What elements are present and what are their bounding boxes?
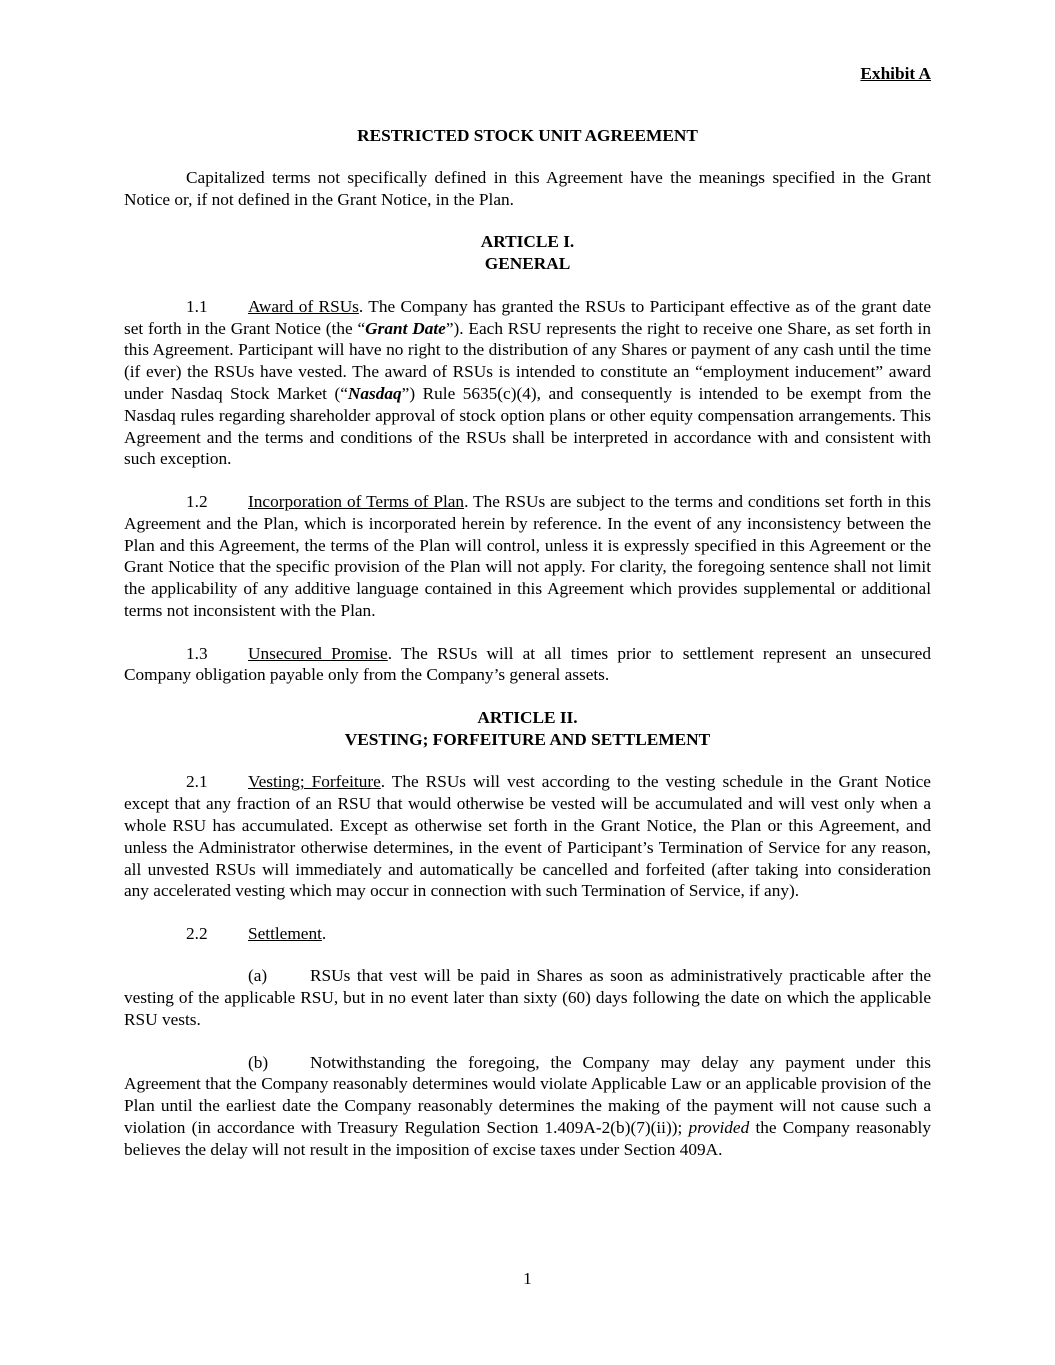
article-2-heading [124, 707, 931, 751]
section-2-2-b [124, 1052, 931, 1161]
document-title: RESTRICTED STOCK UNIT AGREEMENT [357, 126, 698, 145]
section-2-2-b-label: (b) [248, 1052, 269, 1072]
document-page [124, 0, 931, 1365]
section-1-1-number: 1.1 [186, 296, 208, 316]
section-1-2-text: . The RSUs are subject to the terms and conditions set forth in this Agreement and the Plan, which is incorporated herein by reference. In the event of any inconsistency between the Plan and this Agreement, the terms of the Plan will control, unless it is expressly specified in this Agreement or the Grant Notice that the specific provision of the Plan will not apply. For clarity, the foregoing sentence shall not limit the applicability of any additive language contained in this Agreement which provides supplemental or additional terms not inconsistent with the Plan. [124, 491, 931, 620]
article-1-title: GENERAL [484, 254, 571, 274]
article-2-number: ARTICLE II. [477, 707, 578, 727]
section-1-2-number: 1.2 [186, 491, 208, 511]
section-2-2-a [124, 965, 931, 1030]
article-1-number: ARTICLE I. [480, 232, 575, 252]
section-2-1-text: . The RSUs will vest according to the vesting schedule in the Grant Notice except that any fraction of an RSU that would otherwise be vested will be accumulated and will vest only when a whole RSU has accumulated. Except as otherwise set forth in the Grant Notice, the Plan or this Agreement, and unless the Administrator otherwise determines, in the event of Participant’s Termination of Service for any reason, all unvested RSUs will immediately and automatically be cancelled and forfeited (after taking into consideration any accelerated vesting which may occur in connection with such Termination of Service, if any). [124, 772, 931, 901]
section-2-2-text: . [321, 923, 327, 943]
section-2-2-heading: Settlement [248, 923, 322, 943]
section-2-2-a-text: RSUs that vest will be paid in Shares as soon as administratively practicable after the vesting of the applicable RSU, but in no event later than sixty (60) days following the date on which the applicable RSU vests. [124, 966, 931, 1030]
section-2-1-heading: Vesting; Forfeiture [248, 772, 381, 792]
section-1-1-text-b: ”). Each RSU represents the right to receive one Share, as set forth in this Agreement. Participant will have no right to the distribution of any Shares or payment of any cash until the time (if ever) the RSUs have vested. The award of RSUs is intended to constitute an “employment inducement” award under Nasdaq Stock Market (“ [124, 318, 931, 403]
section-1-1-heading: Award of RSUs [248, 296, 359, 316]
section-1-2 [124, 491, 931, 622]
section-1-3-heading: Unsecured Promise [248, 643, 388, 663]
document-body [124, 167, 931, 1181]
section-2-2 [124, 923, 931, 945]
section-1-3 [124, 643, 931, 687]
section-1-2-heading: Incorporation of Terms of Plan [248, 491, 465, 511]
section-2-2-number: 2.2 [186, 923, 208, 943]
section-2-1 [124, 771, 931, 902]
section-1-1-text-c: ”) Rule 5635(c)(4), and consequently is intended to be exempt from the Nasdaq rules regarding shareholder approval of stock option plans or other equity compensation arrangements. This Agreement and the terms and conditions of the RSUs shall be interpreted in accordance with and consistent with such exception. [124, 383, 931, 469]
article-1-heading [124, 231, 931, 275]
defined-term-grant-date: Grant Date [365, 318, 446, 338]
section-2-2-b-text-a: Notwithstanding the foregoing, the Company may delay any payment under this Agreement that the Company reasonably determines would violate Applicable Law or an applicable provision of the Plan until the earliest date the Company reasonably determines the making of the payment will not cause such a violation (in accordance with Treasury Regulation Section 1.409A-2(b)(7)(ii)); [124, 1052, 931, 1138]
section-1-1-text-a: . The Company has granted the RSUs to Participant effective as of the grant date set forth in the Grant Notice (the “ [124, 296, 931, 338]
exhibit-label: Exhibit A [860, 64, 931, 83]
section-2-2-a-label: (a) [248, 966, 268, 986]
term-provided: provided [688, 1118, 750, 1138]
intro-paragraph: Capitalized terms not specifically defined in this Agreement have the meanings specified in the Grant Notice or, if not defined in the Grant Notice, in the Plan. [124, 168, 931, 209]
section-1-1 [124, 296, 931, 470]
defined-term-nasdaq: Nasdaq [347, 383, 402, 403]
section-1-3-text: . The RSUs will at all times prior to settlement represent an unsecured Company obligation payable only from the Company’s general assets. [124, 643, 931, 685]
page-number: 1 [523, 1269, 532, 1288]
section-2-1-number: 2.1 [186, 772, 208, 792]
article-2-title: VESTING; FORFEITURE AND SETTLEMENT [344, 729, 711, 749]
section-1-3-number: 1.3 [186, 643, 208, 663]
section-2-2-b-text-b: the Company reasonably believes the delay will not result in the imposition of excise taxes under Section 409A. [124, 1118, 931, 1159]
